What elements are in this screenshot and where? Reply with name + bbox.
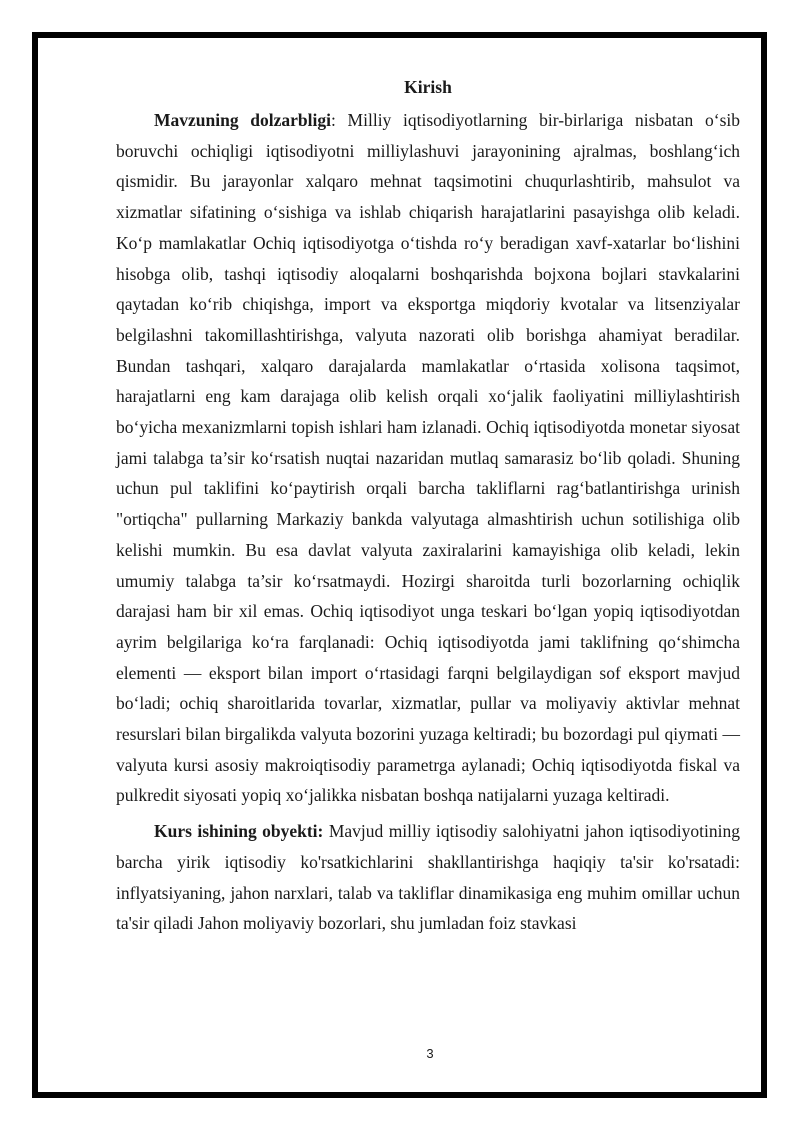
paragraph-object (116, 816, 740, 939)
paragraph-text: Milliy iqtisodiyotlarning bir-birlariga nisbatan o‘sib boruvchi ochiqligi iqtisodiyotni milliylashuvi jarayonining ajralmas, boshlang‘ich qismidir. Bu jarayonlar xalqaro mehnat taqsimotini chuqurlashtirib, mahsulot va xizmatlar sifatining o‘sishiga va ishlab chiqarish harajatlarini pasayishga olib keladi. Ko‘p mamlakatlar Ochiq iqtisodiyotga o‘tishda ro‘y beradigan xavf-xatarlar bo‘lishini hisobga olib, tashqi iqtisodiy aloqalarni boshqarishda bojxona bojlari stavkalarini qaytadan ko‘rib chiqishga, import va eksportga miqdoriy kvotalar va litsenziyalar belgilashni takomillashtirishga, valyuta nazorati olib borishga ahamiyat beradilar. Bundan tashqari, xalqaro darajalarda mamlakatlar o‘rtasida xolisona taqsimot, harajatlarni eng kam darajaga olib kelish orqali xo‘jalik faoliyatini milliylashtirish bo‘yicha mexanizmlarni topish ishlari ham izlanadi. Ochiq iqtisodiyotda monetar siyosat jami talabga ta’sir ko‘rsatish nuqtai nazaridan mutlaq samarasiz bo‘lib qoladi. Shuning uchun pul taklifini ko‘paytirish orqali barcha takliflarni rag‘batlantirishga urinish "ortiqcha" pullarning Markaziy bankda valyutaga almashtirish uchun sotilishiga olib kelishi mumkin. Bu esa davlat valyuta zaxiralarini kamayishiga olib keladi, lekin umumiy talabga ta’sir ko‘rsatmaydi. Hozirgi sharoitda turli bozorlarning ochiqlik darajasi ham bir xil emas. Ochiq iqtisodiyot unga teskari bo‘lgan yopiq iqtisodiyotdan ayrim belgilariga ko‘ra farqlanadi: Ochiq iqtisodiyotda jami taklifning qo‘shimcha elementi — eksport bilan import o‘rtasidagi farqni belgilaydigan sof eksport mavjud bo‘ladi; ochiq sharoitlarida tovarlar, xizmatlar, pullar va moliyaviy aktivlar mehnat resurslari bilan birgalikda valyuta bozorini yuzaga keltiradi; bu bozordagi pul qiymati — valyuta kursi asosiy makroiqtisodiy parametrga aylanadi; Ochiq iqtisodiyotda fiskal va pulkredit siyosati yopiq xo‘jalikka nisbatan boshqa natijalarni yuzaga keltiradi. (116, 110, 740, 806)
paragraph-lead-suffix: : (330, 110, 336, 130)
page-title: Kirish (404, 77, 452, 97)
paragraph-lead: Kurs ishining obyekti: (154, 821, 324, 842)
page-number: 3 (426, 1046, 434, 1061)
document-body (116, 72, 740, 939)
paragraph-text: Mavjud milliy iqtisodiy salohiyatni jahon iqtisodiyotining barcha yirik iqtisodiy ko'rsatkichlarini shakllantirishga haqiqiy ta'sir ko'rsatadi: inflyatsiyaning, jahon narxlari, talab va takliflar dinamikasiga eng muhim omillar uchun ta'sir qiladi Jahon moliyaviy bozorlari, shu jumladan foiz stavkasi (116, 821, 740, 934)
paragraph-relevance (116, 105, 740, 811)
paragraph-lead: Mavzuning dolzarbligi (154, 110, 331, 130)
